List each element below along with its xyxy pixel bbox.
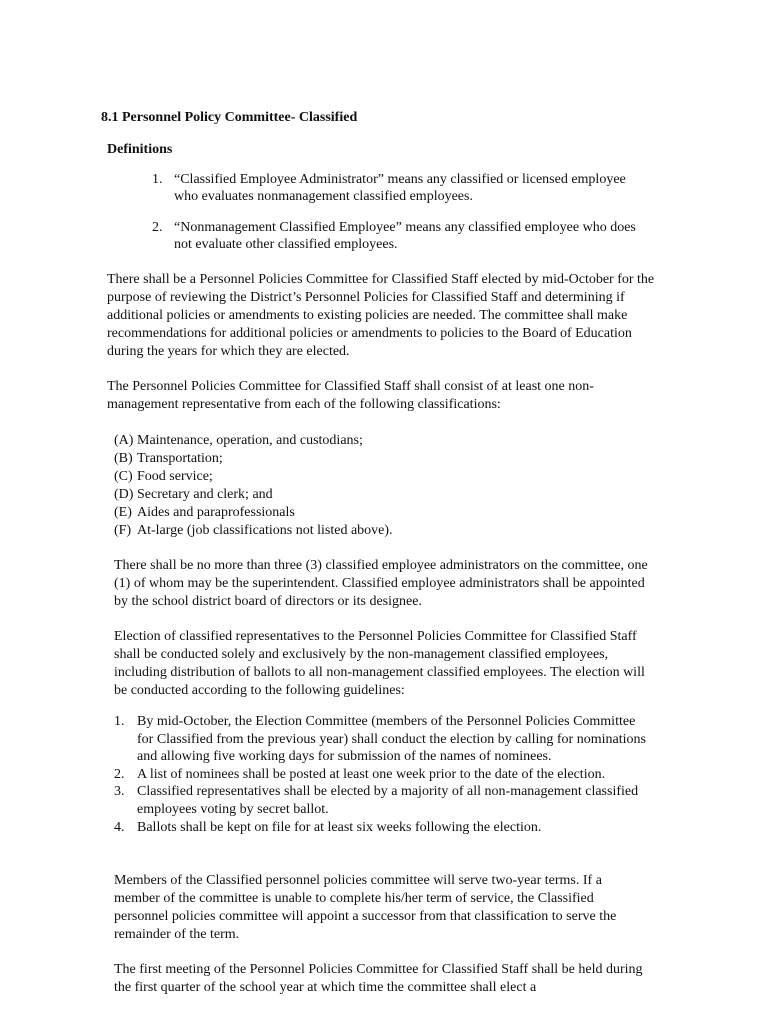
classification-item: [114, 468, 634, 486]
classification-text: Transportation;: [137, 451, 223, 466]
administrators-paragraph: There shall be no more than three (3) classified employee administrators on the committee, one (1) of whom may be the superintendent. Classified employee administrators shall be appointed by the school district board of directors or its designee.: [114, 558, 648, 609]
guideline-text: A list of nominees shall be posted at least one week prior to the date of the election.: [137, 766, 606, 782]
guideline-text: By mid-October, the Election Committee (members of the Personnel Policies Committee for Classified from the previous year) shall conduct the election by calling for nominations and allowing five working days for submission of the names of nominees.: [137, 714, 646, 765]
definition-text: “Classified Employee Administrator” means any classified or licensed employee who evaluates nonmanagement classified employees.: [174, 172, 626, 204]
guideline-number: 3.: [114, 784, 125, 800]
classification-item: [114, 522, 634, 540]
election-paragraph: Election of classified representatives to the Personnel Policies Committee for Classified Staff shall be conducted solely and exclusively by the non-management classified employees, including distribution of ballots to all non-management classified employees. The election will be conducted according to the following guidelines:: [114, 629, 645, 698]
definition-number: 2.: [152, 220, 163, 235]
classification-key: (F): [114, 523, 132, 538]
classifications-list: [114, 432, 634, 540]
classification-key: (B): [114, 451, 133, 466]
definition-text: “Nonmanagement Classified Employee” means any classified employee who does not evaluate other classified employees.: [174, 220, 636, 252]
classification-text: Food service;: [137, 469, 213, 484]
definitions-heading: Definitions: [107, 142, 173, 157]
guideline-item: [114, 819, 654, 837]
guideline-number: 1.: [114, 714, 125, 729]
guideline-item: [114, 783, 654, 818]
classification-key: (D): [114, 487, 134, 502]
first-meeting-paragraph: The first meeting of the Personnel Policies Committee for Classified Staff shall be held during the first quarter of the school year at which time the committee shall elect a: [114, 962, 643, 995]
guideline-text: Ballots shall be kept on file for at least six weeks following the election.: [137, 819, 542, 835]
terms-paragraph: Members of the Classified personnel policies committee will serve two-year terms. If a member of the committee is unable to complete his/her term of service, the Classified personnel policies committee will appoint a successor from that classification to serve the remainder of the term.: [114, 873, 617, 942]
committee-purpose-paragraph: There shall be a Personnel Policies Committee for Classified Staff elected by mid-October for the purpose of reviewing the District’s Personnel Policies for Classified Staff and determining if additional policies or amendments to existing policies are needed. The committee shall make recommendations for additional policies or amendments to policies to the Board of Education during the years for which they are elected.: [107, 272, 655, 359]
classification-key: (E): [114, 505, 132, 520]
classification-text: Aides and paraprofessionals: [137, 505, 295, 520]
classification-text: Maintenance, operation, and custodians;: [137, 433, 363, 448]
guideline-number: 4.: [114, 819, 125, 835]
classification-key: (A): [114, 433, 134, 448]
classification-item: [114, 432, 634, 450]
classification-key: (C): [114, 469, 133, 484]
classification-item: [114, 486, 634, 504]
definition-number: 1.: [152, 172, 163, 187]
committee-composition-paragraph: The Personnel Policies Committee for Classified Staff shall consist of at least one non-management representative from each of the following classifications:: [107, 379, 594, 412]
guideline-number: 2.: [114, 766, 125, 782]
definition-item: [152, 172, 652, 205]
election-guidelines-list: [114, 713, 654, 836]
classification-text: Secretary and clerk; and: [137, 487, 273, 502]
guideline-text: Classified representatives shall be elected by a majority of all non-management classified employees voting by secret ballot.: [137, 784, 639, 817]
section-title: 8.1 Personnel Policy Committee- Classified: [101, 110, 358, 125]
definitions-list: [152, 172, 652, 205]
guideline-item: [114, 713, 654, 766]
classification-item: [114, 504, 634, 522]
classification-item: [114, 450, 634, 468]
guideline-item: [114, 766, 654, 784]
definitions-list-2: [152, 220, 652, 253]
definition-item: [152, 220, 652, 253]
classification-text: At-large (job classifications not listed above).: [137, 523, 393, 538]
